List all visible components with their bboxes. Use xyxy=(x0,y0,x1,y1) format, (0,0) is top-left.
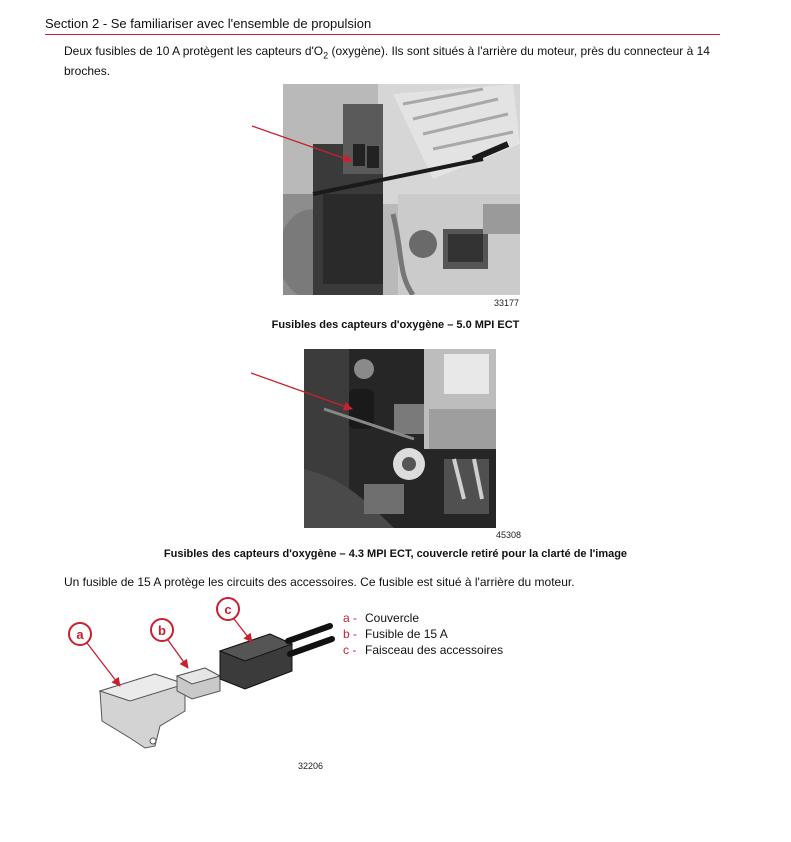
section-title: Section 2 - Se familiariser avec l'ensemble de propulsion xyxy=(45,16,372,31)
figure2-caption: Fusibles des capteurs d'oxygène – 4.3 MPI ECT, couvercle retiré pour la clarté de l'image xyxy=(163,548,628,560)
intro-text-b: (oxygène). Ils sont situés à l'arrière du moteur, près du connecteur à 14 broches. xyxy=(64,44,710,79)
figure3-number: 32206 xyxy=(298,761,324,771)
fuse-exploded-drawing xyxy=(60,596,340,776)
figure1-caption: Fusibles des capteurs d'oxygène – 5.0 MPI ECT xyxy=(271,319,520,331)
legend-item: b - Fusible de 15 A xyxy=(343,627,448,641)
svg-text:b: b xyxy=(158,623,166,638)
figure1-number: 33177 xyxy=(494,298,520,308)
figure2-number: 45308 xyxy=(496,530,522,540)
fuse-legend xyxy=(343,610,503,658)
svg-text:c: c xyxy=(224,602,232,617)
svg-text:a: a xyxy=(76,627,84,642)
legend-item: c - Faisceau des accessoires xyxy=(343,643,504,657)
legend-item: a - Couvercle xyxy=(343,611,420,625)
accessory-paragraph: Un fusible de 15 A protège les circuits des accessoires. Ce fusible est situé à l'arrière du moteur. xyxy=(64,575,575,589)
intro-text-a: Deux fusibles de 10 A protègent les capteurs d'O xyxy=(64,44,324,58)
intro-subscript: 2 xyxy=(323,50,329,61)
arrow-figure2 xyxy=(251,373,352,409)
arrow-figure1 xyxy=(252,126,352,161)
